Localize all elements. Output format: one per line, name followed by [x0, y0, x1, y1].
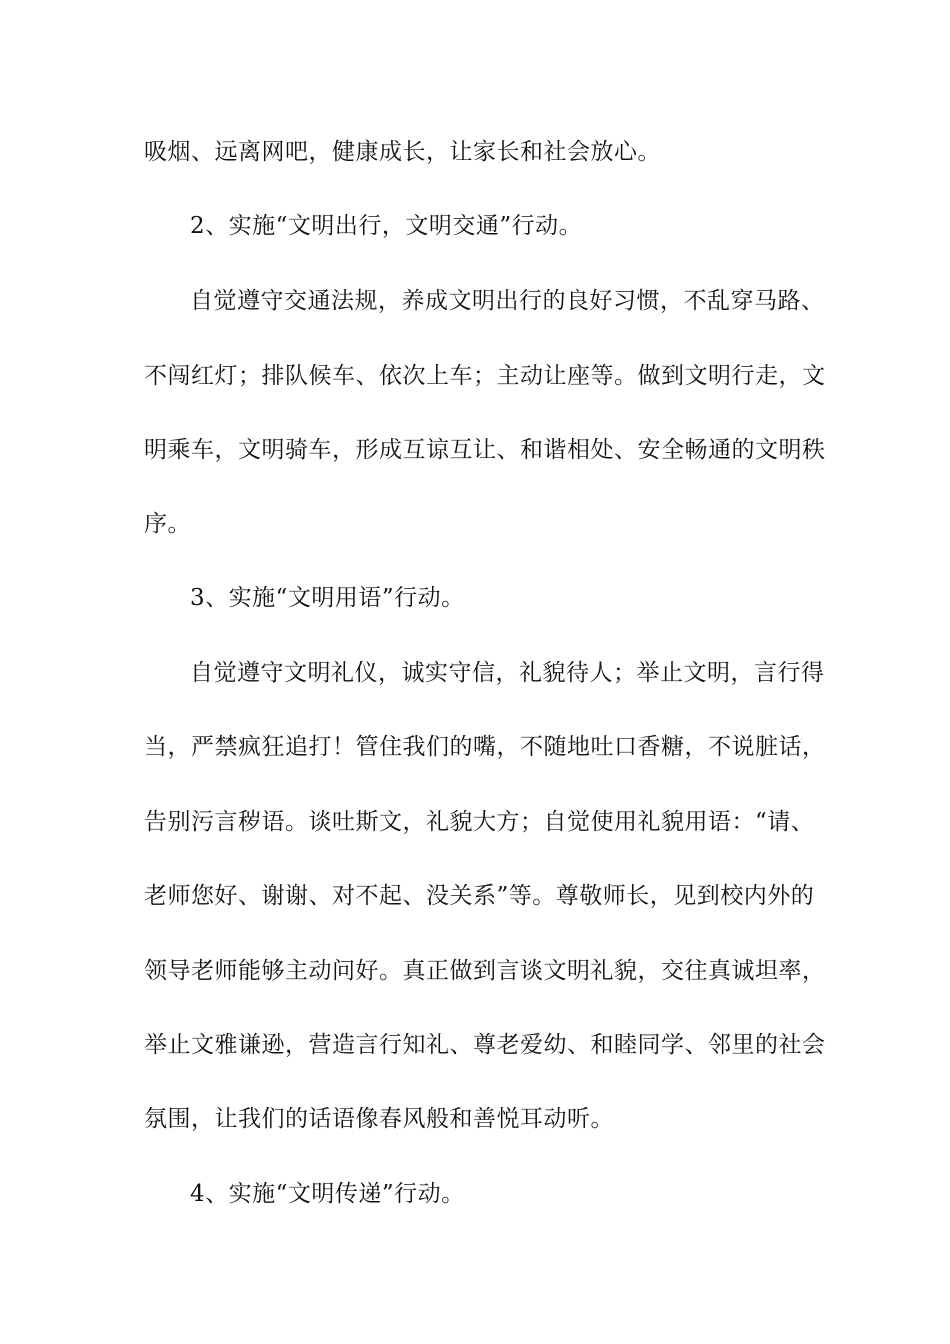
text-line: 不闯红灯；排队候车、依次上车；主动让座等。做到文明行走，文	[144, 363, 826, 389]
section-heading: 3、实施“文明用语”行动。	[190, 585, 465, 611]
text-line: 举止文雅谦逊，营造言行知礼、尊老爱幼、和睦同学、邻里的社会	[144, 1032, 826, 1058]
text-line: 告别污言秽语。谈吐斯文，礼貌大方；自觉使用礼貌用语：“请、	[144, 809, 815, 835]
text-line: 老师您好、谢谢、对不起、没关系”等。尊敬师长，见到校内外的	[144, 883, 815, 909]
text-line: 自觉遵守交通法规，养成文明出行的良好习惯，不乱穿马路、	[190, 288, 825, 314]
section-heading: 4、实施“文明传递”行动。	[190, 1181, 465, 1207]
text-line: 吸烟、远离网吧，健康成长，让家长和社会放心。	[144, 139, 661, 165]
text-line: 明乘车，文明骑车，形成互谅互让、和谐相处、安全畅通的文明秩	[144, 437, 826, 463]
text-line: 当，严禁疯狂追打！管住我们的嘴，不随地吐口香糖，不说脏话，	[144, 734, 826, 760]
section-heading: 2、实施“文明出行，文明交通”行动。	[190, 213, 583, 239]
text-line: 领导老师能够主动问好。真正做到言谈文明礼貌，交往真诚坦率，	[144, 958, 826, 984]
text-line: 氛围，让我们的话语像春风般和善悦耳动听。	[144, 1106, 614, 1132]
text-line: 序。	[144, 511, 191, 537]
text-line: 自觉遵守文明礼仪，诚实守信，礼貌待人；举止文明，言行得	[190, 660, 825, 686]
